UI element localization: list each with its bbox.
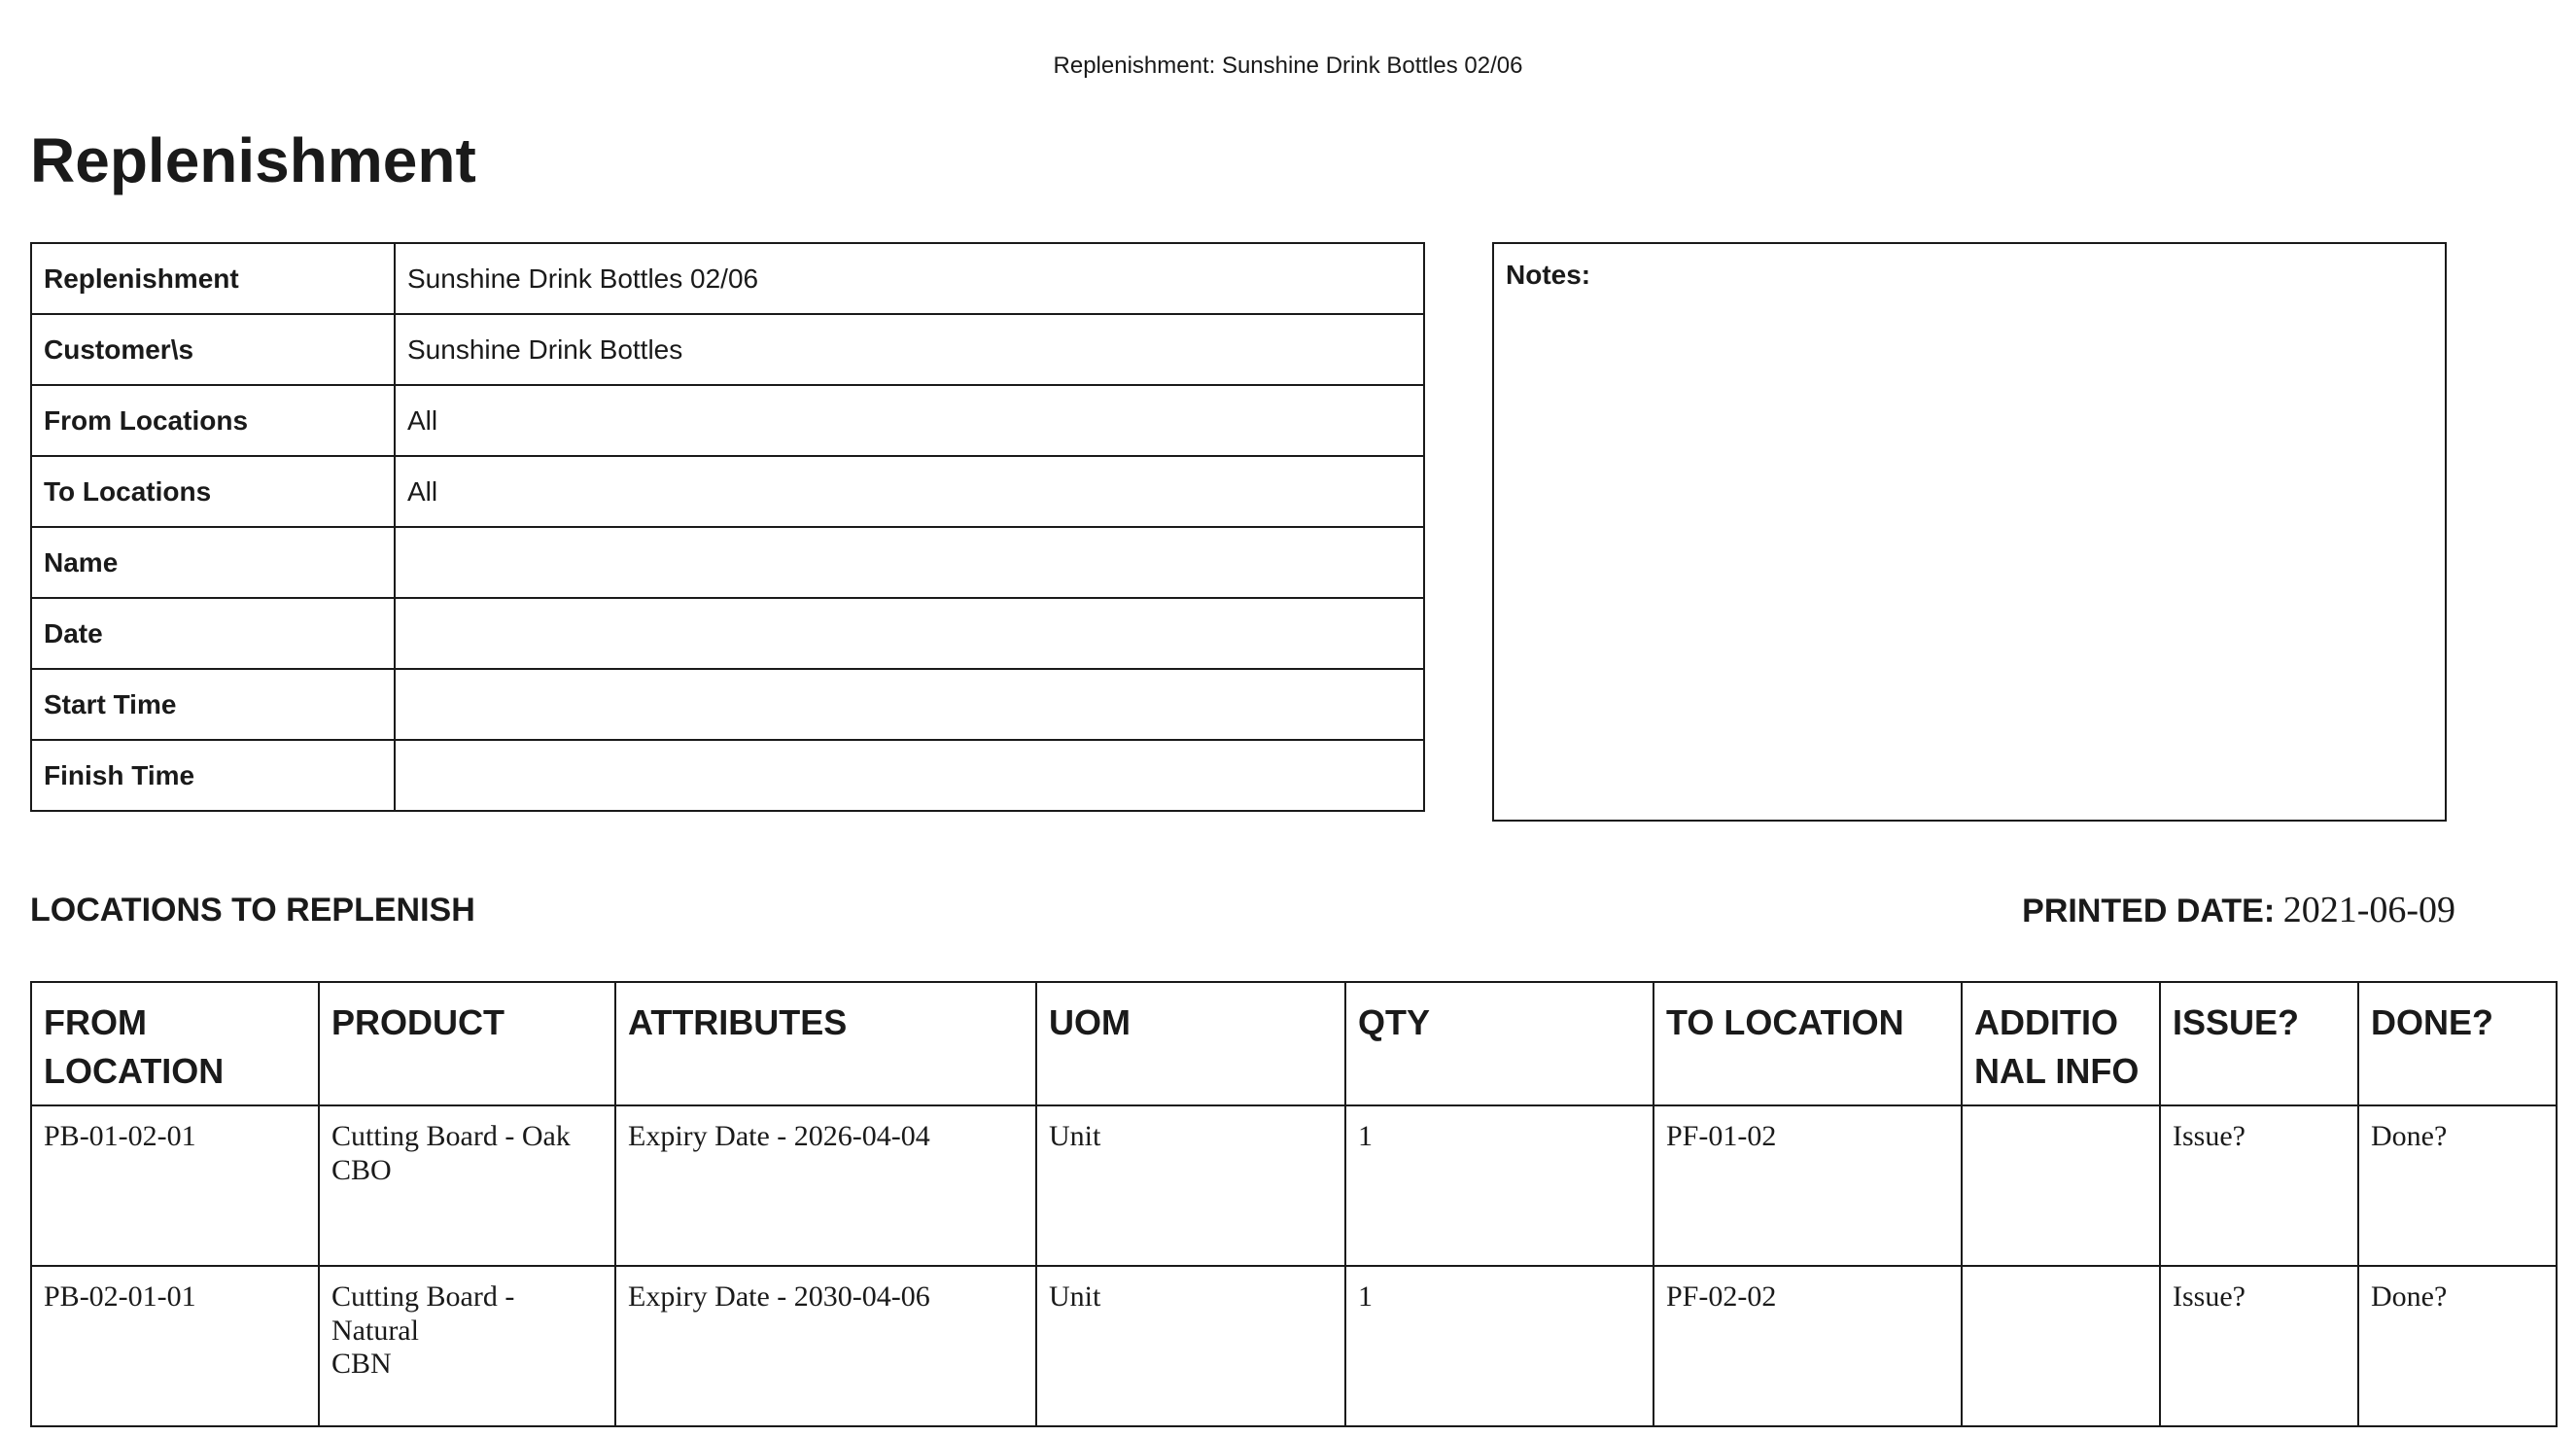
cell-to-location: PF-02-02 <box>1654 1266 1962 1426</box>
cell-product <box>319 1266 615 1426</box>
running-header: Replenishment: Sunshine Drink Bottles 02/06 <box>1053 53 1523 79</box>
header-line: FROM <box>44 1002 147 1042</box>
product-code: CBN <box>331 1348 392 1380</box>
printed-date <box>2022 889 2455 931</box>
cell-additional-info <box>1962 1266 2160 1426</box>
col-header-uom <box>1036 982 1345 1105</box>
info-row-customers <box>31 314 1424 385</box>
info-label: Replenishment <box>31 243 395 314</box>
info-row-date <box>31 598 1424 669</box>
cell-additional-info <box>1962 1105 2160 1266</box>
info-value: Sunshine Drink Bottles <box>395 314 1424 385</box>
info-row-finish-time <box>31 740 1424 811</box>
info-label: Start Time <box>31 669 395 740</box>
replenishment-info-table <box>30 242 1425 812</box>
cell-from-location: PB-02-01-01 <box>31 1266 319 1426</box>
cell-done: Done? <box>2358 1105 2557 1266</box>
info-value: All <box>395 385 1424 456</box>
product-code: CBO <box>331 1153 392 1186</box>
header-line: NAL INFO <box>1974 1050 2140 1091</box>
header-line: UOM <box>1049 1002 1131 1042</box>
page-title: Replenishment <box>30 125 476 195</box>
cell-attributes: Expiry Date - 2026-04-04 <box>615 1105 1036 1266</box>
cell-issue: Issue? <box>2160 1266 2358 1426</box>
col-header-product <box>319 982 615 1105</box>
info-value <box>395 740 1424 811</box>
printed-date-value: 2021-06-09 <box>2282 890 2455 930</box>
section-heading: LOCATIONS TO REPLENISH <box>30 892 475 929</box>
col-header-additional-info <box>1962 982 2160 1105</box>
col-header-qty <box>1345 982 1654 1105</box>
col-header-attributes <box>615 982 1036 1105</box>
cell-issue: Issue? <box>2160 1105 2358 1266</box>
info-row-to-locations <box>31 456 1424 527</box>
header-line: TO LOCATION <box>1666 1002 1904 1042</box>
cell-from-location: PB-01-02-01 <box>31 1105 319 1266</box>
header-line: ISSUE? <box>2173 1002 2300 1042</box>
info-row-start-time <box>31 669 1424 740</box>
info-value: All <box>395 456 1424 527</box>
col-header-to-location <box>1654 982 1962 1105</box>
table-row <box>31 1266 2557 1426</box>
header-line: PRODUCT <box>331 1002 505 1042</box>
info-row-from-locations <box>31 385 1424 456</box>
cell-uom: Unit <box>1036 1266 1345 1426</box>
info-label: From Locations <box>31 385 395 456</box>
info-label: Customer\s <box>31 314 395 385</box>
notes-label: Notes: <box>1506 260 1591 290</box>
header-line: QTY <box>1358 1002 1431 1042</box>
cell-done: Done? <box>2358 1266 2557 1426</box>
info-value <box>395 527 1424 598</box>
printed-date-label: PRINTED DATE: <box>2022 893 2276 929</box>
cell-qty: 1 <box>1345 1266 1654 1426</box>
info-row-name <box>31 527 1424 598</box>
col-header-done <box>2358 982 2557 1105</box>
header-line: ADDITIO <box>1974 1002 2118 1042</box>
header-line: LOCATION <box>44 1050 225 1091</box>
info-label: Date <box>31 598 395 669</box>
cell-uom: Unit <box>1036 1105 1345 1266</box>
product-name: Cutting Board - Oak <box>331 1120 571 1152</box>
cell-qty: 1 <box>1345 1105 1654 1266</box>
header-line: ATTRIBUTES <box>628 1002 848 1042</box>
header-line: DONE? <box>2371 1002 2493 1042</box>
table-header-row <box>31 982 2557 1105</box>
cell-to-location: PF-01-02 <box>1654 1105 1962 1266</box>
product-name: Cutting Board - <box>331 1280 515 1313</box>
table-row <box>31 1105 2557 1266</box>
cell-attributes: Expiry Date - 2030-04-06 <box>615 1266 1036 1426</box>
info-row-replenishment <box>31 243 1424 314</box>
notes-box <box>1492 242 2447 822</box>
replenishment-lines-table <box>30 981 2558 1427</box>
info-value <box>395 669 1424 740</box>
info-label: Name <box>31 527 395 598</box>
col-header-issue <box>2160 982 2358 1105</box>
info-value <box>395 598 1424 669</box>
product-name: Natural <box>331 1314 419 1347</box>
info-label: To Locations <box>31 456 395 527</box>
col-header-from-location <box>31 982 319 1105</box>
info-value: Sunshine Drink Bottles 02/06 <box>395 243 1424 314</box>
cell-product <box>319 1105 615 1266</box>
info-label: Finish Time <box>31 740 395 811</box>
